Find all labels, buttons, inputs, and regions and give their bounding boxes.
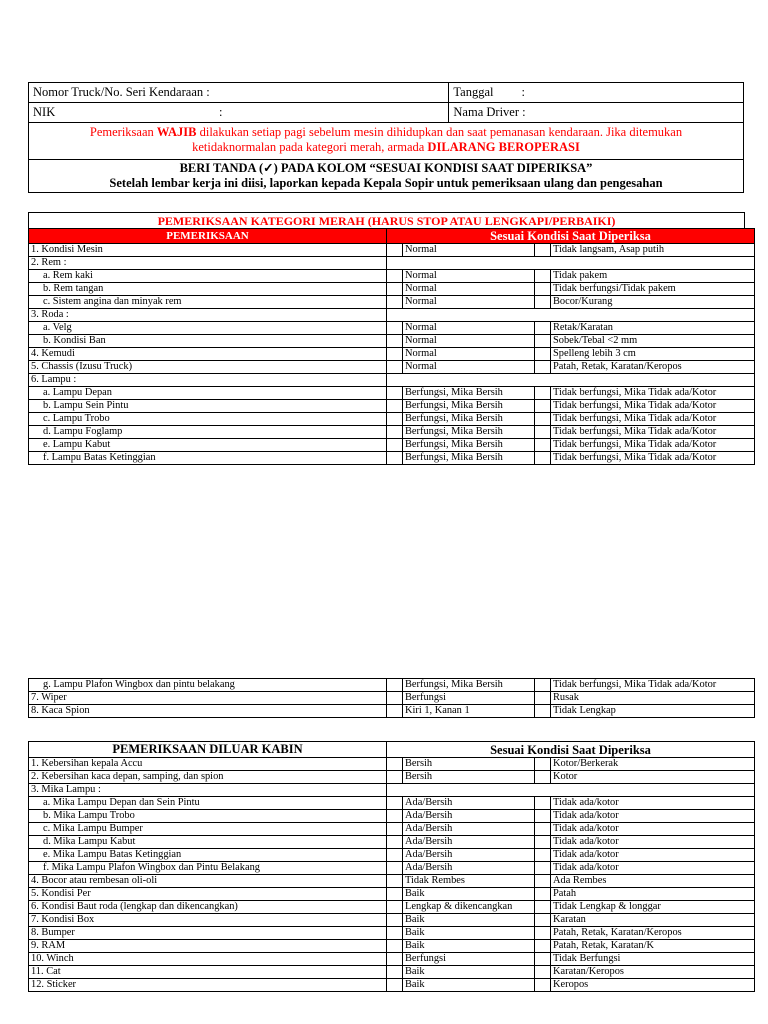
checkbox-bad[interactable] [535,348,551,361]
good-condition-label: Bersih [403,771,535,784]
table-row [29,953,755,966]
nama-driver-label: Nama Driver : [453,105,526,119]
good-condition-label: Ada/Bersih [403,836,535,849]
good-condition-label: Ada/Bersih [403,823,535,836]
good-condition-label: Berfungsi, Mika Bersih [403,452,535,465]
table-row [29,439,755,452]
check-item-label: 6. Kondisi Baut roda (lengkap dan dikencangkan) [29,901,387,914]
good-condition-label: Baik [403,940,535,953]
good-condition-label: Ada/Bersih [403,862,535,875]
checkbox-bad[interactable] [535,966,551,979]
header-row-2 [29,103,743,123]
instruction-line1: BERI TANDA (✓) PADA KOLOM “SESUAI KONDISI SAAT DIPERIKSA” [179,161,593,175]
checkbox-good[interactable] [387,836,403,849]
checkbox-good[interactable] [387,797,403,810]
good-condition-label: Ada/Bersih [403,849,535,862]
table-row [29,692,755,705]
checkbox-good[interactable] [387,679,403,692]
checkbox-bad[interactable] [535,283,551,296]
good-condition-label: Berfungsi [403,953,535,966]
good-condition-label: Normal [403,322,535,335]
table-row [29,387,755,400]
check-item-label: 3. Mika Lampu : [29,784,387,797]
checkbox-bad[interactable] [535,270,551,283]
bad-condition-label: Rusak [551,692,755,705]
check-item-label: 8. Kaca Spion [29,705,387,718]
check-item-label: b. Rem tangan [29,283,387,296]
table-merah-header [29,229,755,244]
check-item-label: 5. Kondisi Per [29,888,387,901]
bad-condition-label: Patah [551,888,755,901]
bad-condition-label: Sobek/Tebal <2 mm [551,335,755,348]
bad-condition-label: Patah, Retak, Karatan/Keropos [551,927,755,940]
bad-condition-label: Tidak berfungsi, Mika Tidak ada/Kotor [551,426,755,439]
good-condition-label: Baik [403,888,535,901]
check-item-label: a. Mika Lampu Depan dan Sein Pintu [29,797,387,810]
table-merah [28,228,755,465]
table-row [29,335,755,348]
nomor-truck-field[interactable] [29,83,449,102]
table-row [29,426,755,439]
bad-condition-label: Retak/Karatan [551,322,755,335]
good-condition-label: Normal [403,270,535,283]
checkbox-bad[interactable] [535,901,551,914]
good-condition-label: Bersih [403,758,535,771]
checkbox-bad[interactable] [535,335,551,348]
checkbox-bad[interactable] [535,439,551,452]
bad-condition-label: Tidak berfungsi, Mika Tidak ada/Kotor [551,679,755,692]
check-item-label: 2. Rem : [29,257,387,270]
table-row [29,400,755,413]
col-kondisi-luar: Sesuai Kondisi Saat Diperiksa [387,742,755,758]
good-condition-label: Berfungsi, Mika Bersih [403,679,535,692]
good-condition-label: Normal [403,283,535,296]
checkbox-good[interactable] [387,875,403,888]
table-row [29,966,755,979]
check-item-label: c. Lampu Trobo [29,413,387,426]
checkbox-bad[interactable] [535,452,551,465]
check-item-label: g. Lampu Plafon Wingbox dan pintu belakang [29,679,387,692]
checkbox-bad[interactable] [535,426,551,439]
checkbox-bad[interactable] [535,705,551,718]
checkbox-bad[interactable] [535,914,551,927]
good-condition-label: Lengkap & dikencangkan [403,901,535,914]
good-condition-label: Baik [403,966,535,979]
check-item-label: a. Rem kaki [29,270,387,283]
table-row [29,270,755,283]
checkbox-bad[interactable] [535,413,551,426]
check-item-label: 11. Cat [29,966,387,979]
checkbox-bad[interactable] [535,679,551,692]
check-item-label: b. Mika Lampu Trobo [29,810,387,823]
good-condition-label: Berfungsi [403,692,535,705]
table-row [29,823,755,836]
check-item-label: f. Lampu Batas Ketinggian [29,452,387,465]
checkbox-bad[interactable] [535,387,551,400]
check-item-label: 7. Kondisi Box [29,914,387,927]
bad-condition-label: Kotor [551,771,755,784]
tanggal-label: Tanggal [453,85,494,99]
bad-condition-label: Kotor/Berkerak [551,758,755,771]
bad-condition-label: Tidak berfungsi, Mika Tidak ada/Kotor [551,439,755,452]
col-kondisi: Sesuai Kondisi Saat Diperiksa [387,229,755,244]
group-blank-cell [387,784,755,797]
check-item-label: a. Velg [29,322,387,335]
checkbox-good[interactable] [387,979,403,992]
checkbox-bad[interactable] [535,692,551,705]
checkbox-bad[interactable] [535,849,551,862]
bad-condition-label: Keropos [551,979,755,992]
check-item-label: 7. Wiper [29,692,387,705]
check-item-label: b. Lampu Sein Pintu [29,400,387,413]
check-item-label: 2. Kebersihan kaca depan, samping, dan spion [29,771,387,784]
check-item-label: 6. Lampu : [29,374,387,387]
check-item-label: 1. Kebersihan kepala Accu [29,758,387,771]
bad-condition-label: Tidak ada/kotor [551,797,755,810]
table-row [29,283,755,296]
checkbox-bad[interactable] [535,296,551,309]
good-condition-label: Normal [403,244,535,257]
checkbox-good[interactable] [387,810,403,823]
header-box [28,82,744,193]
bad-condition-label: Bocor/Kurang [551,296,755,309]
checkbox-good[interactable] [387,823,403,836]
checkbox-bad[interactable] [535,758,551,771]
check-item-label: f. Mika Lampu Plafon Wingbox dan Pintu Belakang [29,862,387,875]
good-condition-label: Kiri 1, Kanan 1 [403,705,535,718]
table-merah-continued [28,678,755,718]
table-row [29,758,755,771]
good-condition-label: Normal [403,335,535,348]
check-item-label: 8. Bumper [29,927,387,940]
checkbox-bad[interactable] [535,244,551,257]
checkbox-bad[interactable] [535,927,551,940]
table-row [29,296,755,309]
table-row [29,413,755,426]
nik-label: NIK [33,105,56,119]
good-condition-label: Baik [403,914,535,927]
checkbox-good[interactable] [387,888,403,901]
checkbox-good[interactable] [387,439,403,452]
checkbox-good[interactable] [387,692,403,705]
checkbox-good[interactable] [387,361,403,374]
check-item-label: 9. RAM [29,940,387,953]
group-blank-cell [387,257,755,270]
checkbox-good[interactable] [387,387,403,400]
checkbox-good[interactable] [387,283,403,296]
bad-condition-label: Tidak Lengkap [551,705,755,718]
good-condition-label: Ada/Bersih [403,810,535,823]
checkbox-bad[interactable] [535,361,551,374]
check-item-label: d. Mika Lampu Kabut [29,836,387,849]
table-row [29,927,755,940]
check-item-label: a. Lampu Depan [29,387,387,400]
checkbox-good[interactable] [387,452,403,465]
bad-condition-label: Tidak berfungsi/Tidak pakem [551,283,755,296]
checkbox-bad[interactable] [535,836,551,849]
notice-part1: Pemeriksaan [89,125,157,139]
instruction-row [29,160,743,192]
section-merah-title-box [28,212,745,229]
table-row [29,244,755,257]
table-row [29,862,755,875]
checkbox-good[interactable] [387,322,403,335]
check-item-label: 5. Chassis (Izusu Truck) [29,361,387,374]
bad-condition-label: Patah, Retak, Karatan/K [551,940,755,953]
table-row [29,348,755,361]
check-item-label: 4. Kemudi [29,348,387,361]
checkbox-bad[interactable] [535,888,551,901]
notice-part2: dilakukan setiap pagi sebelum mesin dihidupkan dan saat pemanasan kendaraan. Jika ditemukan [196,125,683,139]
table-row [29,784,755,797]
checkbox-good[interactable] [387,426,403,439]
bad-condition-label: Tidak ada/kotor [551,862,755,875]
table-merah-continued-body [29,679,755,718]
notice-wajib: WAJIB [156,125,197,139]
bad-condition-label: Tidak pakem [551,270,755,283]
bad-condition-label: Karatan [551,914,755,927]
table-row [29,361,755,374]
table-row [29,309,755,322]
table-row [29,452,755,465]
table-row [29,914,755,927]
table-row [29,875,755,888]
check-item-label: 1. Kondisi Mesin [29,244,387,257]
tanggal-colon: : [521,85,525,99]
good-condition-label: Berfungsi, Mika Bersih [403,413,535,426]
bad-condition-label: Tidak berfungsi, Mika Tidak ada/Kotor [551,413,755,426]
bad-condition-label: Tidak Lengkap & longgar [551,901,755,914]
col-pemeriksaan-luar: PEMERIKSAAN DILUAR KABIN [29,742,387,758]
table-merah-body [29,244,755,465]
table-row [29,849,755,862]
table-row [29,679,755,692]
checkbox-good[interactable] [387,270,403,283]
checkbox-bad[interactable] [535,810,551,823]
group-blank-cell [387,309,755,322]
notice-text [29,123,743,155]
checkbox-bad[interactable] [535,400,551,413]
nomor-truck-label: Nomor Truck/No. Seri Kendaraan : [33,85,210,99]
checkbox-good[interactable] [387,400,403,413]
checkbox-bad[interactable] [535,771,551,784]
good-condition-label: Normal [403,361,535,374]
table-row [29,705,755,718]
checkbox-bad[interactable] [535,797,551,810]
bad-condition-label: Karatan/Keropos [551,966,755,979]
check-item-label: 3. Roda : [29,309,387,322]
group-blank-cell [387,374,755,387]
checkbox-good[interactable] [387,413,403,426]
check-item-label: c. Mika Lampu Bumper [29,823,387,836]
col-pemeriksaan: PEMERIKSAAN [29,229,387,244]
bad-condition-label: Tidak ada/kotor [551,810,755,823]
checkbox-bad[interactable] [535,322,551,335]
checkbox-good[interactable] [387,758,403,771]
table-row [29,836,755,849]
instruction-line2: Setelah lembar kerja ini diisi, laporkan kepada Kepala Sopir untuk pemeriksaan ulang dan pengesahan [109,176,663,190]
table-row [29,322,755,335]
checkbox-good[interactable] [387,348,403,361]
good-condition-label: Berfungsi, Mika Bersih [403,439,535,452]
table-row [29,797,755,810]
good-condition-label: Baik [403,979,535,992]
check-item-label: c. Sistem angina dan minyak rem [29,296,387,309]
checkbox-good[interactable] [387,940,403,953]
tanggal-field[interactable] [449,83,743,102]
good-condition-label: Berfungsi, Mika Bersih [403,387,535,400]
check-item-label: 4. Bocor atau rembesan oli-oli [29,875,387,888]
checkbox-good[interactable] [387,849,403,862]
good-condition-label: Berfungsi, Mika Bersih [403,400,535,413]
checkbox-good[interactable] [387,705,403,718]
notice-line2: ketidaknormalan pada kategori merah, armada [192,140,428,154]
check-item-label: d. Lampu Foglamp [29,426,387,439]
nik-colon: : [219,105,223,119]
checkbox-bad[interactable] [535,862,551,875]
bad-condition-label: Tidak berfungsi, Mika Tidak ada/Kotor [551,452,755,465]
nama-driver-field[interactable] [449,103,743,122]
notice-row [29,123,743,160]
table-luar-kabin [28,741,755,992]
notice-dilarang: DILARANG BEROPERASI [427,140,580,154]
section-merah-title: PEMERIKSAAN KATEGORI MERAH (HARUS STOP ATAU LENGKAPI/PERBAIKI) [157,214,616,228]
checkbox-good[interactable] [387,966,403,979]
table-luar-header [29,742,755,758]
bad-condition-label: Tidak berfungsi, Mika Tidak ada/Kotor [551,387,755,400]
bad-condition-label: Patah, Retak, Karatan/Keropos [551,361,755,374]
bad-condition-label: Tidak Berfungsi [551,953,755,966]
check-item-label: 12. Sticker [29,979,387,992]
table-row [29,979,755,992]
check-item-label: b. Kondisi Ban [29,335,387,348]
checkbox-bad[interactable] [535,823,551,836]
nik-field[interactable] [29,103,449,122]
bad-condition-label: Tidak ada/kotor [551,823,755,836]
bad-condition-label: Spelleng lebih 3 cm [551,348,755,361]
checkbox-good[interactable] [387,901,403,914]
checkbox-bad[interactable] [535,979,551,992]
checkbox-good[interactable] [387,914,403,927]
table-row [29,940,755,953]
checkbox-good[interactable] [387,296,403,309]
bad-condition-label: Tidak ada/kotor [551,836,755,849]
check-item-label: e. Lampu Kabut [29,439,387,452]
bad-condition-label: Tidak ada/kotor [551,849,755,862]
table-luar-body [29,758,755,992]
check-item-label: e. Mika Lampu Batas Ketinggian [29,849,387,862]
table-row [29,374,755,387]
header-row-1 [29,83,743,103]
checkbox-good[interactable] [387,862,403,875]
table-row [29,771,755,784]
bad-condition-label: Tidak berfungsi, Mika Tidak ada/Kotor [551,400,755,413]
checkbox-good[interactable] [387,244,403,257]
checkbox-bad[interactable] [535,940,551,953]
bad-condition-label: Tidak langsam, Asap putih [551,244,755,257]
good-condition-label: Tidak Rembes [403,875,535,888]
table-row [29,810,755,823]
table-row [29,888,755,901]
checkbox-bad[interactable] [535,953,551,966]
good-condition-label: Baik [403,927,535,940]
table-row [29,257,755,270]
good-condition-label: Ada/Bersih [403,797,535,810]
checkbox-good[interactable] [387,335,403,348]
checkbox-good[interactable] [387,771,403,784]
good-condition-label: Normal [403,296,535,309]
checkbox-good[interactable] [387,953,403,966]
instruction-text [29,160,743,191]
checkbox-good[interactable] [387,927,403,940]
table-row [29,901,755,914]
bad-condition-label: Ada Rembes [551,875,755,888]
checkbox-bad[interactable] [535,875,551,888]
check-item-label: 10. Winch [29,953,387,966]
good-condition-label: Berfungsi, Mika Bersih [403,426,535,439]
good-condition-label: Normal [403,348,535,361]
